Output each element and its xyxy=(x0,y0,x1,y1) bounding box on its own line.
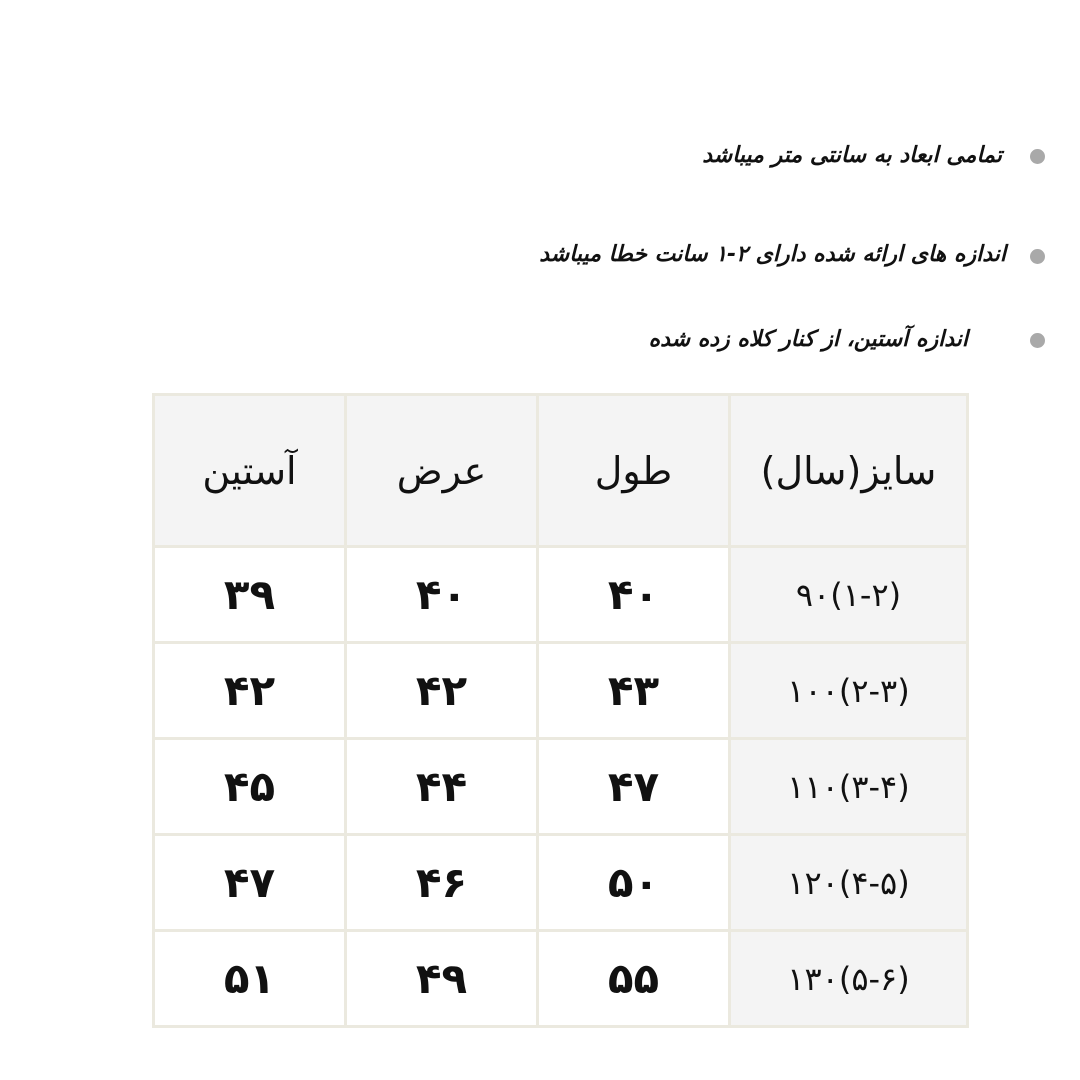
cell-sleeve: ۳۹ xyxy=(154,547,346,643)
table-row xyxy=(154,643,968,739)
cell-length: ۴۷ xyxy=(538,739,730,835)
size-chart-table xyxy=(152,393,969,1028)
header-length: طول xyxy=(538,395,730,547)
table-row xyxy=(154,547,968,643)
note-dimensions-unit: تمامی ابعاد به سانتی متر میباشد xyxy=(702,143,1002,168)
cell-length: ۴۰ xyxy=(538,547,730,643)
bullet-dot-icon xyxy=(1030,249,1045,264)
cell-width: ۴۴ xyxy=(346,739,538,835)
cell-size: ۱۲۰(۴-۵) xyxy=(730,835,968,931)
note-measurement-tolerance: اندازه های ارائه شده دارای ۲-۱ سانت خطا میباشد xyxy=(539,242,1006,267)
bullet-dot-icon xyxy=(1030,333,1045,348)
cell-length: ۴۳ xyxy=(538,643,730,739)
cell-size: ۹۰(۱-۲) xyxy=(730,547,968,643)
table-row xyxy=(154,931,968,1027)
cell-sleeve: ۴۲ xyxy=(154,643,346,739)
cell-width: ۴۲ xyxy=(346,643,538,739)
header-size: سایز(سال) xyxy=(730,395,968,547)
cell-width: ۴۹ xyxy=(346,931,538,1027)
table-header-row xyxy=(154,395,968,547)
header-sleeve: آستین xyxy=(154,395,346,547)
bullet-dot-icon xyxy=(1030,149,1045,164)
table-row xyxy=(154,835,968,931)
cell-length: ۵۰ xyxy=(538,835,730,931)
cell-length: ۵۵ xyxy=(538,931,730,1027)
note-sleeve-measurement: اندازه آستین، از کنار کلاه زده شده xyxy=(648,327,968,352)
header-width: عرض xyxy=(346,395,538,547)
cell-width: ۴۶ xyxy=(346,835,538,931)
cell-sleeve: ۴۵ xyxy=(154,739,346,835)
cell-width: ۴۰ xyxy=(346,547,538,643)
table-row xyxy=(154,739,968,835)
cell-sleeve: ۴۷ xyxy=(154,835,346,931)
cell-size: ۱۱۰(۳-۴) xyxy=(730,739,968,835)
cell-size: ۱۳۰(۵-۶) xyxy=(730,931,968,1027)
cell-sleeve: ۵۱ xyxy=(154,931,346,1027)
cell-size: ۱۰۰(۲-۳) xyxy=(730,643,968,739)
